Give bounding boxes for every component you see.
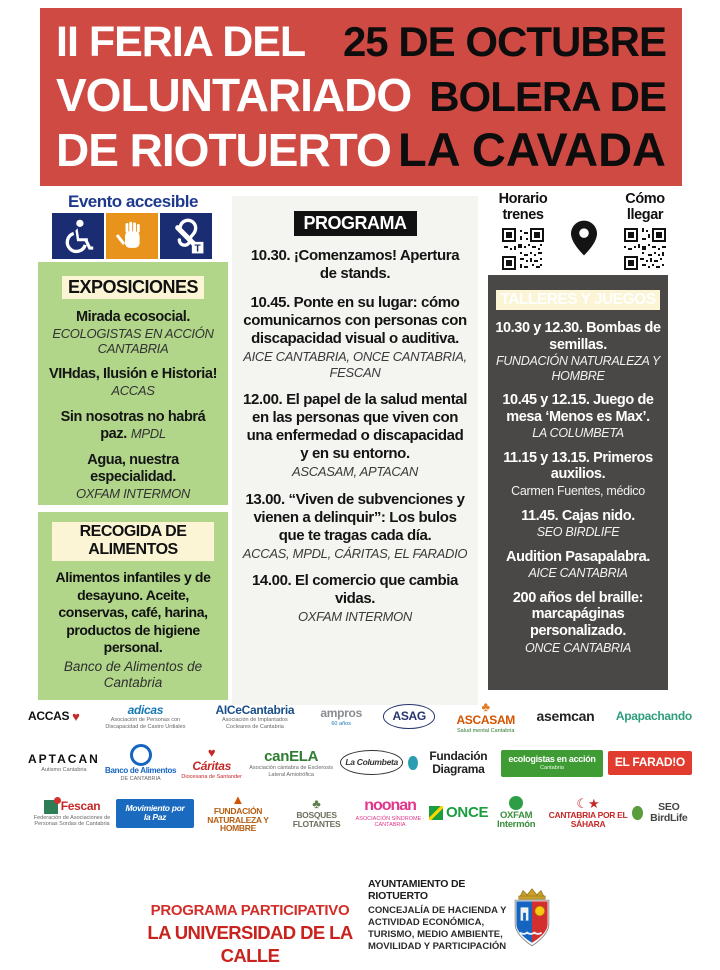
town-hall-block (368, 878, 518, 953)
logo-asag: ASAG (383, 704, 434, 730)
logo-aptacan: APTACAN Autismo Cantabria (28, 752, 100, 773)
banco-alimentos-circle-icon (130, 744, 152, 766)
logo-ecologistas: ecologistas en acción Cantabria (501, 750, 602, 777)
crescent-star-icon: ☾★ (576, 796, 600, 812)
transport-info (484, 192, 684, 275)
title-white-2: VOLUNTARIADO (56, 68, 412, 121)
fescan-squares-icon (44, 800, 58, 814)
logo-aicec: AICeCantabria Asociación de Implantados Cocleares de Cantabria (215, 702, 295, 730)
workshop-item: 10.30 y 12.30. Bombas de semillas. FUNDACIÓN NATURALEZA Y HOMBRE (495, 320, 661, 383)
wheelchair-icon (52, 213, 104, 259)
program-item: 10.45. Ponte en su lugar: cómo comunicarnos con personas con discapacidad visual o auditiva. AICE CANTABRIA, ONCE CANTABRIA, FESCAN (243, 294, 467, 380)
program-item: 13.00. “Viven de subvenciones y vienen a delinquir”: Los bulos que te tragas cada día. ACCAS, MPDL, CÁRITAS, EL FARADIO (242, 490, 468, 561)
program-item: 10.30. ¡Comenzamos! Apertura de stands. (250, 247, 460, 282)
svg-text:T: T (194, 243, 201, 255)
logo-seo-birdlife: SEO BirdLife (632, 802, 692, 825)
universidad-calle-line: LA UNIVERSIDAD DE LA CALLE (147, 921, 353, 966)
expositions-panel (38, 262, 228, 505)
town-hall-title: AYUNTAMIENTO DE RIOTUERTO (368, 878, 466, 903)
food-drive-title: RECOGIDA DE ALIMENTOS (46, 522, 220, 561)
accessible-event-label: Evento accesible (68, 192, 198, 211)
workshop-item: 11.15 y 13.15. Primeros auxilios. Carmen Fuentes, médico (503, 449, 653, 499)
workshop-item: 10.45 y 12.15. Juego de mesa ‘Menos es Max’. LA COLUMBETA (502, 392, 654, 441)
logo-bosques-flotantes: ♣ BOSQUES FLOTANTES (292, 796, 341, 829)
logo-banco-alimentos: Banco de Alimentos DE CANTABRIA (105, 744, 176, 783)
logo-la-columbeta: La Columbeta (340, 750, 403, 776)
program-item: 12.00. El papel de la salud mental en las personas que viven con una enfermedad o discapacidad y en su entorno. ASCASAM, APTACAN (243, 391, 467, 480)
participative-program-line: PROGRAMA PARTICIPATIVO (150, 902, 350, 919)
logo-naturaleza-y-hombre: ▲ FUNDACIÓN NATURALEZA Y HOMBRE (207, 791, 269, 834)
workshops-title: TALLERES Y JUEGOS (494, 283, 662, 311)
participative-program-block (120, 902, 380, 967)
workshops-panel (488, 275, 668, 690)
naturaleza-emblem-icon: ▲ (231, 791, 245, 807)
title-line-3 (56, 122, 666, 177)
logo-cantabria-por-el-sahara: ☾★ CANTABRIA POR EL SÁHARA (548, 796, 628, 829)
accessibility-icons (52, 213, 214, 259)
logo-caritas: ♥ Cáritas Diocesana de Santander (181, 745, 242, 780)
caritas-emblem-icon: ♥ (207, 745, 216, 761)
logo-row-2 (28, 744, 692, 783)
title-black-2: BOLERA DE (429, 72, 666, 120)
program-title: PROGRAMA (242, 208, 468, 236)
logo-canela: canELA Asociación cántabra de Esclerosis Lateral Amiotrófica (249, 747, 334, 778)
directions-block (606, 192, 684, 275)
train-schedule-qr-code (502, 228, 544, 270)
tree-icon: ♣ (312, 796, 321, 812)
logo-accas: ACCAS ♥ (28, 708, 80, 724)
logo-ascasam: ♣ ASCASAM Salud mental Cantabria (456, 699, 516, 734)
food-drive-org: Banco de Alimentos de Cantabria (63, 658, 203, 691)
exposition-item: VIHdas, Ilusión e Historia! ACCAS (48, 365, 218, 398)
directions-label: Cómo llegar (625, 191, 665, 223)
logo-once: ONCE (429, 805, 488, 822)
exposition-item: Sin nosotras no habrá paz. MPDL (60, 408, 206, 443)
riotuerto-coat-of-arms (508, 882, 556, 952)
title-black-3: LA CAVADA (397, 122, 666, 176)
title-line-2 (56, 68, 666, 122)
train-schedule-block (484, 192, 562, 275)
title-black-1: 25 DE OCTUBRE (342, 17, 666, 65)
train-schedule-label: Horario trenes (498, 191, 548, 223)
workshop-item: 11.45. Cajas nido. SEO BIRDLIFE (521, 507, 635, 540)
logo-adicas: adicas Asociación de Personas con Discapacidad de Castro Urdiales (105, 702, 186, 730)
logo-asemcan: asemcan (536, 708, 595, 725)
exposition-item: Agua, nuestra especialidad. OXFAM INTERMON (76, 452, 190, 502)
directions-qr-code (624, 228, 666, 270)
title-white-1: II FERIA DEL (56, 17, 306, 66)
logo-fundacion-diagrama: Fundación Diagrama (408, 750, 496, 776)
logo-row-1 (28, 700, 692, 734)
workshop-item: Audition Pasapalabra. AICE CANTABRIA (506, 548, 650, 581)
exposition-item: Mirada ecosocial. ECOLOGISTAS EN ACCIÓN CANTABRIA (52, 309, 214, 357)
accas-ribbon-icon: ♥ (72, 708, 80, 724)
location-pin-icon (571, 220, 597, 256)
sign-language-icon (106, 213, 158, 259)
hearing-loop-icon (160, 213, 212, 259)
title-line-1 (56, 17, 666, 68)
food-drive-body: Alimentos infantiles y de desayuno. Aceite, conservas, café, harina, productos de higiene personal. (55, 569, 211, 656)
food-drive-panel (38, 512, 228, 700)
seo-leaf-icon (632, 806, 643, 820)
title-banner (40, 8, 682, 186)
town-hall-departments: CONCEJALÍA DE HACIENDA Y ACTIVIDAD ECONÓMICA, TURISMO, MEDIO AMBIENTE, MOVILIDAD Y PARTICIPACIÓN (368, 905, 507, 952)
partner-logos (28, 700, 692, 844)
expositions-title: EXPOSICIONES (46, 272, 220, 300)
logo-movimiento-por-la-paz: Movimiento por la Paz (116, 799, 194, 828)
oxfam-circle-icon (509, 796, 523, 810)
program-item: 14.00. El comercio que cambia vidas. OXFAM INTERMON (251, 572, 458, 625)
ascasam-tree-icon: ♣ (481, 699, 490, 714)
logo-fescan: Fescan Federación de Asociaciones de Personas Sordas de Cantabria (33, 799, 111, 827)
program-panel (232, 196, 478, 705)
logo-oxfam-intermon: OXFAM Intermón (488, 796, 544, 832)
logo-el-faradio: EL FARAD!O (608, 751, 692, 775)
diagrama-wave-icon (408, 756, 417, 770)
title-white-3: DE RIOTUERTO (56, 123, 391, 176)
logo-ampros: ampros 60 años (320, 706, 362, 727)
logo-row-3 (28, 793, 692, 835)
logo-apapachando: Apapachando (615, 709, 692, 724)
workshop-item: 200 años del braille: marcapáginas personalizado. ONCE CANTABRIA (512, 589, 644, 655)
logo-noonan: noonan ASOCIACIÓN SÍNDROME · CANTABRIA (355, 797, 425, 829)
once-square-icon (429, 806, 443, 820)
